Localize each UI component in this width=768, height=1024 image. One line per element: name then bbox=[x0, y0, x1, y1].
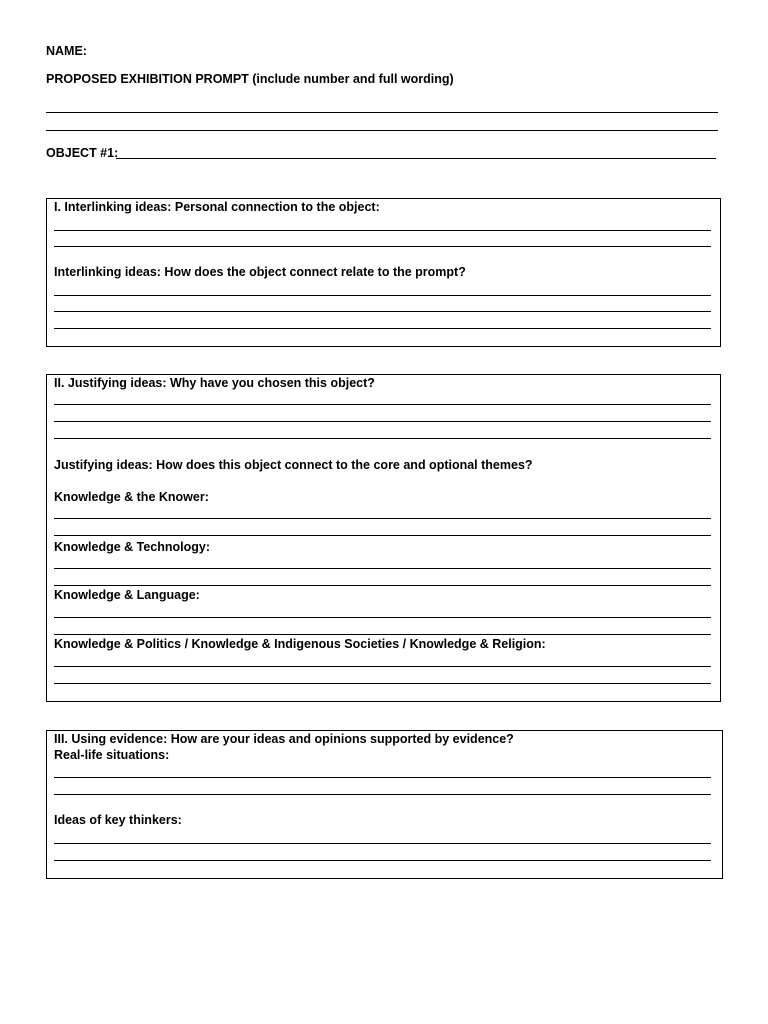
answer-line[interactable] bbox=[54, 617, 711, 618]
answer-line[interactable] bbox=[54, 230, 711, 231]
answer-line[interactable] bbox=[54, 295, 711, 296]
theme-politics-label: Knowledge & Politics / Knowledge & Indigenous Societies / Knowledge & Religion: bbox=[54, 637, 546, 651]
key-thinkers-label: Ideas of key thinkers: bbox=[54, 813, 182, 827]
answer-line[interactable] bbox=[54, 585, 711, 586]
answer-line[interactable] bbox=[54, 246, 711, 247]
answer-line[interactable] bbox=[54, 535, 711, 536]
name-label: NAME: bbox=[46, 44, 87, 58]
section-interlinking-heading: I. Interlinking ideas: Personal connection to the object: bbox=[54, 200, 380, 214]
prompt-line-2[interactable] bbox=[46, 130, 718, 131]
answer-line[interactable] bbox=[54, 860, 711, 861]
answer-line[interactable] bbox=[54, 777, 711, 778]
answer-line[interactable] bbox=[54, 328, 711, 329]
answer-line[interactable] bbox=[54, 843, 711, 844]
answer-line[interactable] bbox=[54, 421, 711, 422]
answer-line[interactable] bbox=[54, 634, 711, 635]
object-line[interactable] bbox=[116, 158, 716, 159]
prompt-line-1[interactable] bbox=[46, 112, 718, 113]
interlinking-prompt-question: Interlinking ideas: How does the object connect relate to the prompt? bbox=[54, 265, 466, 279]
theme-technology-label: Knowledge & Technology: bbox=[54, 540, 211, 554]
answer-line[interactable] bbox=[54, 518, 711, 519]
answer-line[interactable] bbox=[54, 794, 711, 795]
prompt-label: PROPOSED EXHIBITION PROMPT (include number and full wording) bbox=[46, 72, 454, 86]
theme-language-label: Knowledge & Language: bbox=[54, 588, 200, 602]
answer-line[interactable] bbox=[54, 438, 711, 439]
answer-line[interactable] bbox=[54, 568, 711, 569]
justifying-themes-question: Justifying ideas: How does this object connect to the core and optional themes? bbox=[54, 458, 533, 472]
answer-line[interactable] bbox=[54, 404, 711, 405]
section-justifying-box bbox=[46, 374, 721, 702]
object-label: OBJECT #1: bbox=[46, 146, 119, 160]
section-justifying-heading: II. Justifying ideas: Why have you chosen this object? bbox=[54, 376, 375, 390]
real-life-label: Real-life situations: bbox=[54, 748, 170, 762]
section-evidence-heading: III. Using evidence: How are your ideas and opinions supported by evidence? bbox=[54, 732, 514, 746]
theme-knower-label: Knowledge & the Knower: bbox=[54, 490, 209, 504]
answer-line[interactable] bbox=[54, 666, 711, 667]
answer-line[interactable] bbox=[54, 683, 711, 684]
answer-line[interactable] bbox=[54, 311, 711, 312]
